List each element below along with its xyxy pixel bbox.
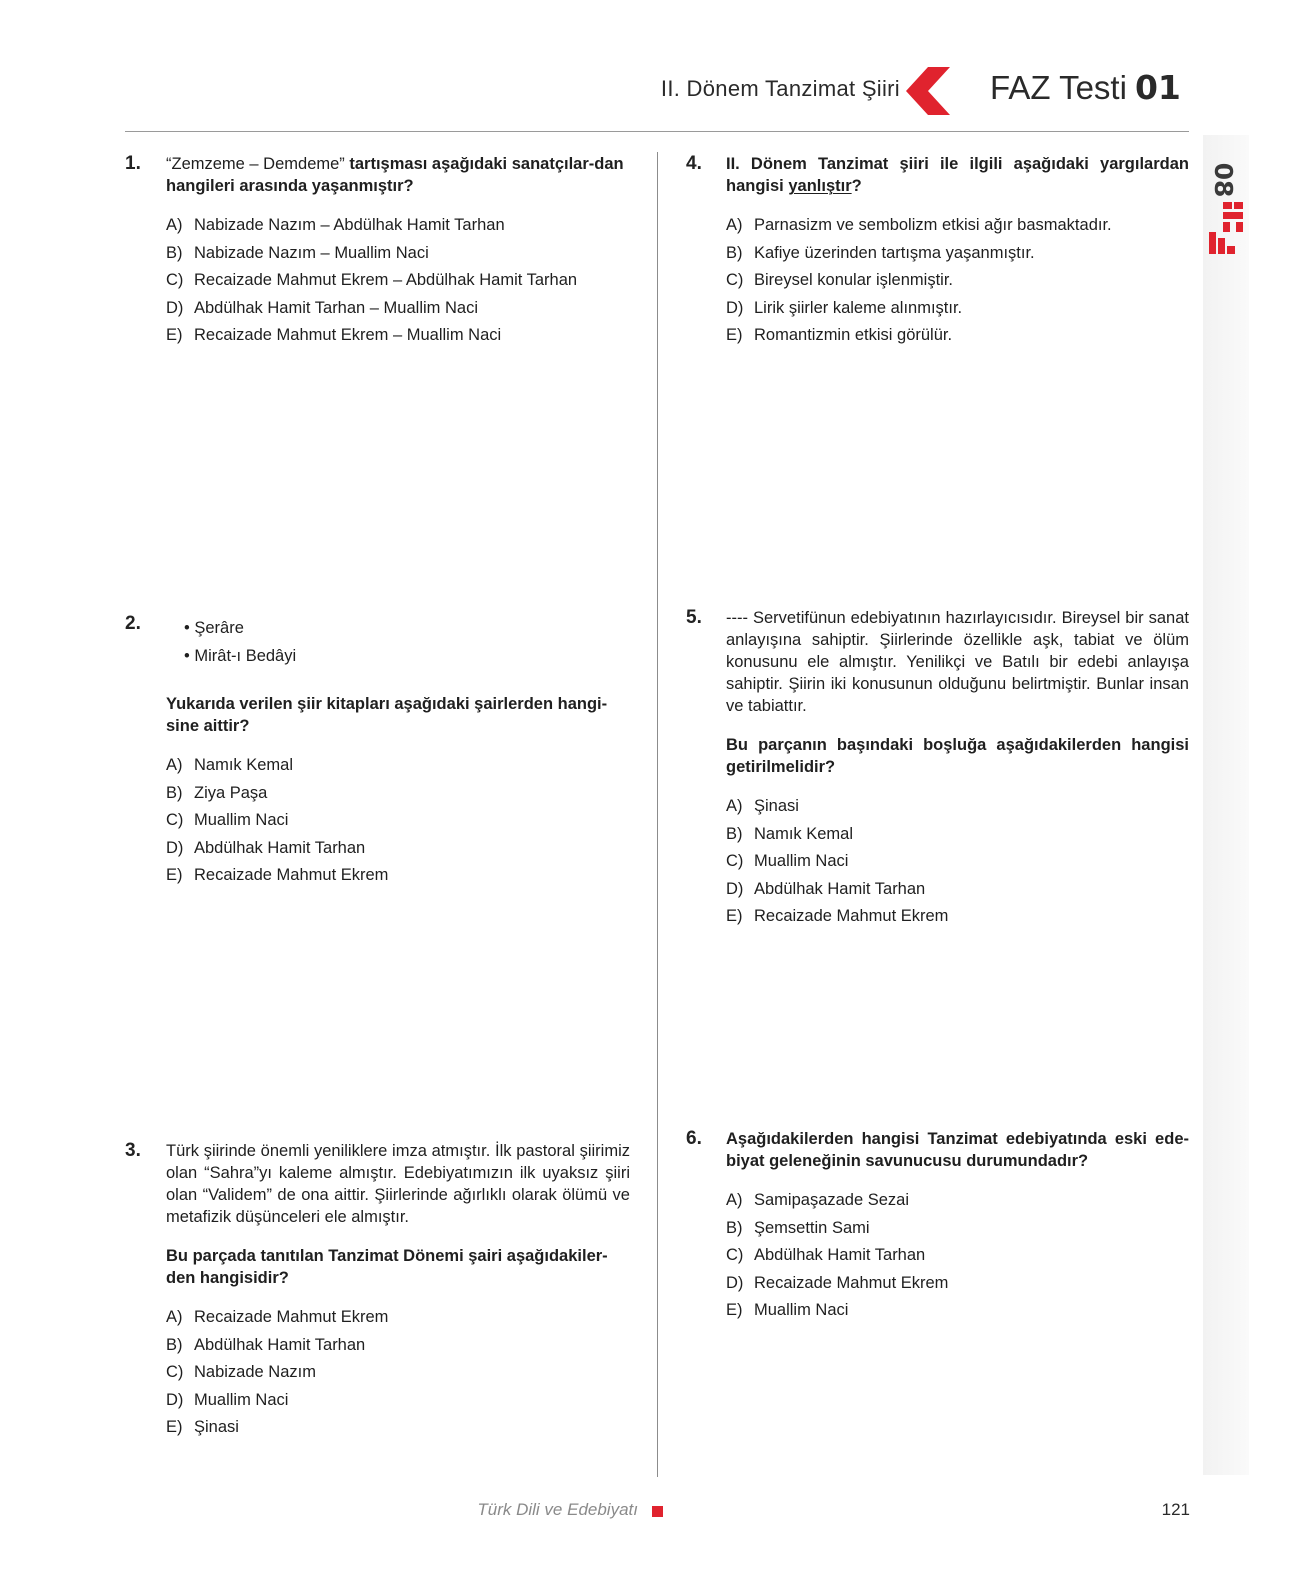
option-c[interactable] — [166, 809, 630, 837]
option-letter: E) — [166, 1418, 183, 1436]
option-e[interactable] — [726, 905, 1189, 933]
option-letter: D) — [166, 838, 184, 857]
option-text: Namık Kemal — [754, 824, 854, 843]
option-text: Abdülhak Hamit Tarhan — [754, 1246, 926, 1264]
option-text: Abdülhak Hamit Tarhan — [754, 879, 926, 898]
bullet-item: • Şerâre — [184, 619, 244, 637]
option-letter: A) — [166, 756, 183, 774]
question-body — [166, 1140, 630, 1444]
options-list — [166, 754, 630, 892]
option-e[interactable] — [166, 324, 630, 352]
question-body — [166, 611, 630, 892]
question-body — [166, 153, 630, 352]
option-d[interactable] — [726, 297, 1189, 325]
option-text: Romantizmin etkisi görülür. — [754, 326, 953, 344]
option-letter: E) — [726, 1301, 743, 1319]
option-text: Muallim Naci — [194, 811, 289, 829]
options-list — [726, 795, 1189, 933]
side-tab — [1203, 135, 1249, 1475]
option-letter: B) — [726, 1218, 743, 1237]
option-a[interactable] — [726, 795, 1189, 823]
option-letter: B) — [726, 824, 743, 843]
option-e[interactable] — [166, 864, 630, 892]
stem-quote: “Zemzeme – Demdeme” — [166, 155, 345, 173]
stem-emphasis: yanlıştır — [788, 177, 852, 195]
option-letter: E) — [726, 907, 743, 925]
option-text: Recaizade Mahmut Ekrem – Abdülhak Hamit Tarhan — [194, 271, 578, 289]
option-text: Parnasizm ve sembolizm etkisi ağır basmaktadır. — [754, 216, 1112, 234]
option-letter: D) — [166, 1390, 184, 1409]
question-passage: Türk şiirinde önemli yeniliklere imza atmıştır. İlk pastoral şiirimiz olan “Sahra”yı kaleme almıştır. Edebiyatımızın ilk uyaksız şiiri olan “Validem” de ona aittir. Şiirlerinde ağırlıklı olarak ölümü ve metafizik düşünceleri ele almıştır. — [166, 1142, 630, 1226]
option-e[interactable] — [726, 324, 1189, 352]
option-text: Şinasi — [754, 797, 799, 815]
option-d[interactable] — [166, 297, 630, 325]
question-passage: ---- Servetifünun edebiyatının hazırlayıcısıdır. Bireysel bir sanat anlayışına sahiptir. Şiirlerinde özellikle aşk, tabiat ve ölüm konusunu ele almıştır. Yenilikçi ve Batılı bir edebi anlayışa sahiptir. Şiirin iki konusunun olduğunu belirtmiştir. Bunlar insan ve tabiattır. — [726, 609, 1189, 715]
option-text: Şemsettin Sami — [754, 1218, 870, 1237]
option-text: Muallim Naci — [754, 852, 849, 870]
option-letter: C) — [166, 271, 184, 289]
option-b[interactable] — [726, 242, 1189, 270]
section-title: II. Dönem Tanzimat Şiiri — [660, 76, 900, 101]
question-body — [726, 607, 1189, 933]
option-e[interactable] — [166, 1416, 630, 1444]
question-body — [726, 1128, 1189, 1327]
option-letter: C) — [726, 852, 744, 870]
options-list — [726, 1189, 1189, 1327]
option-text: Muallim Naci — [194, 1390, 289, 1409]
option-text: Abdülhak Hamit Tarhan — [194, 1335, 366, 1354]
question-number: 2. — [125, 613, 141, 634]
option-letter: B) — [726, 243, 743, 262]
option-text: Lirik şiirler kaleme alınmıştır. — [754, 298, 963, 317]
option-b[interactable] — [166, 782, 630, 810]
option-letter: C) — [726, 1246, 744, 1264]
option-letter: B) — [166, 783, 183, 802]
option-letter: A) — [726, 797, 743, 815]
options-list — [166, 214, 630, 352]
test-title — [990, 68, 1181, 107]
option-letter: D) — [166, 298, 184, 317]
option-text: Nabizade Nazım – Muallim Naci — [194, 243, 429, 262]
option-a[interactable] — [726, 214, 1189, 242]
option-a[interactable] — [166, 754, 630, 782]
question-number: 6. — [686, 1128, 702, 1149]
option-text: Nabizade Nazım — [194, 1363, 316, 1381]
option-text: Ziya Paşa — [194, 783, 268, 802]
option-letter: D) — [726, 1273, 744, 1292]
option-letter: C) — [166, 1363, 184, 1381]
option-c[interactable] — [726, 1244, 1189, 1272]
option-letter: E) — [166, 866, 183, 884]
question-stem: Bu parçada tanıtılan Tanzimat Dönemi şairi aşağıdakiler-den hangisidir? — [166, 1247, 608, 1287]
option-d[interactable] — [166, 1389, 630, 1417]
option-text: Abdülhak Hamit Tarhan — [194, 838, 366, 857]
bullet-item: • Mirât-ı Bedâyi — [184, 647, 297, 665]
footer-square-icon — [652, 1506, 663, 1517]
option-text: Kafiye üzerinden tartışma yaşanmıştır. — [754, 243, 1035, 262]
option-text: Recaizade Mahmut Ekrem — [194, 866, 389, 884]
option-text: Nabizade Nazım – Abdülhak Hamit Tarhan — [194, 216, 505, 234]
option-letter: B) — [166, 243, 183, 262]
options-list — [166, 1306, 630, 1444]
option-letter: D) — [726, 298, 744, 317]
question-number: 1. — [125, 153, 141, 174]
question-number: 5. — [686, 607, 702, 628]
option-c[interactable] — [726, 850, 1189, 878]
option-letter: C) — [726, 271, 744, 289]
question-number: 4. — [686, 153, 702, 174]
option-text: Recaizade Mahmut Ekrem — [194, 1308, 389, 1326]
bullet-list — [184, 617, 630, 673]
option-b[interactable] — [166, 1334, 630, 1362]
option-letter: A) — [726, 1191, 743, 1209]
stem-text: II. Dönem Tanzimat şiiri ile ilgili aşağıdaki yargılardan hangisi — [726, 155, 1189, 195]
question-stem — [166, 153, 630, 197]
option-letter: E) — [726, 326, 743, 344]
option-letter: C) — [166, 811, 184, 829]
question-stem: Aşağıdakilerden hangisi Tanzimat edebiyatında eski ede-biyat geleneğinin savunucusu durumundadır? — [726, 1130, 1189, 1170]
chevron-left-icon — [906, 67, 950, 115]
option-b[interactable] — [726, 1217, 1189, 1245]
options-list — [726, 214, 1189, 352]
option-text: Namık Kemal — [194, 756, 294, 774]
stem-end: ? — [851, 177, 862, 195]
option-a[interactable] — [726, 1189, 1189, 1217]
option-text: Bireysel konular işlenmiştir. — [754, 271, 953, 289]
test-title-text: FAZ Testi — [990, 69, 1127, 106]
option-letter: B) — [166, 1335, 183, 1354]
option-d[interactable] — [726, 878, 1189, 906]
option-c[interactable] — [166, 269, 630, 297]
side-tab-number: 08 — [1209, 162, 1238, 198]
option-a[interactable] — [166, 1306, 630, 1334]
publisher-logo-icon — [1209, 202, 1243, 254]
option-d[interactable] — [166, 837, 630, 865]
option-text: Recaizade Mahmut Ekrem – Muallim Naci — [194, 326, 502, 344]
option-e[interactable] — [726, 1299, 1189, 1327]
option-text: Abdülhak Hamit Tarhan – Muallim Naci — [194, 298, 478, 317]
question-body — [726, 153, 1189, 352]
header-divider — [125, 131, 1189, 132]
option-b[interactable] — [166, 242, 630, 270]
option-letter: E) — [166, 326, 183, 344]
option-letter: A) — [726, 216, 743, 234]
question-number: 3. — [125, 1140, 141, 1161]
question-stem — [726, 153, 1189, 197]
footer-subject: Türk Dili ve Edebiyatı — [477, 1500, 638, 1519]
option-text: Recaizade Mahmut Ekrem — [754, 1273, 949, 1292]
column-divider — [657, 152, 658, 1477]
option-b[interactable] — [726, 823, 1189, 851]
option-text: Muallim Naci — [754, 1301, 849, 1319]
question-stem: Yukarıda verilen şiir kitapları aşağıdaki şairlerden hangi-sine aittir? — [166, 695, 608, 735]
page-number: 121 — [1161, 1500, 1190, 1519]
option-text: Şinasi — [194, 1418, 239, 1436]
option-c[interactable] — [726, 269, 1189, 297]
option-letter: A) — [166, 1308, 183, 1326]
option-c[interactable] — [166, 1361, 630, 1389]
option-a[interactable] — [166, 214, 630, 242]
stem-text: tartışması aşağıdaki sanatçılar-dan hangileri arasında yaşanmıştır? — [166, 155, 624, 195]
question-stem: Bu parçanın başındaki boşluğa aşağıdakilerden hangisi getirilmelidir? — [726, 736, 1189, 776]
option-d[interactable] — [726, 1272, 1189, 1300]
option-letter: A) — [166, 216, 183, 234]
option-letter: D) — [726, 879, 744, 898]
option-text: Recaizade Mahmut Ekrem — [754, 907, 949, 925]
test-number: 01 — [1134, 68, 1181, 107]
option-text: Samipaşazade Sezai — [754, 1191, 910, 1209]
